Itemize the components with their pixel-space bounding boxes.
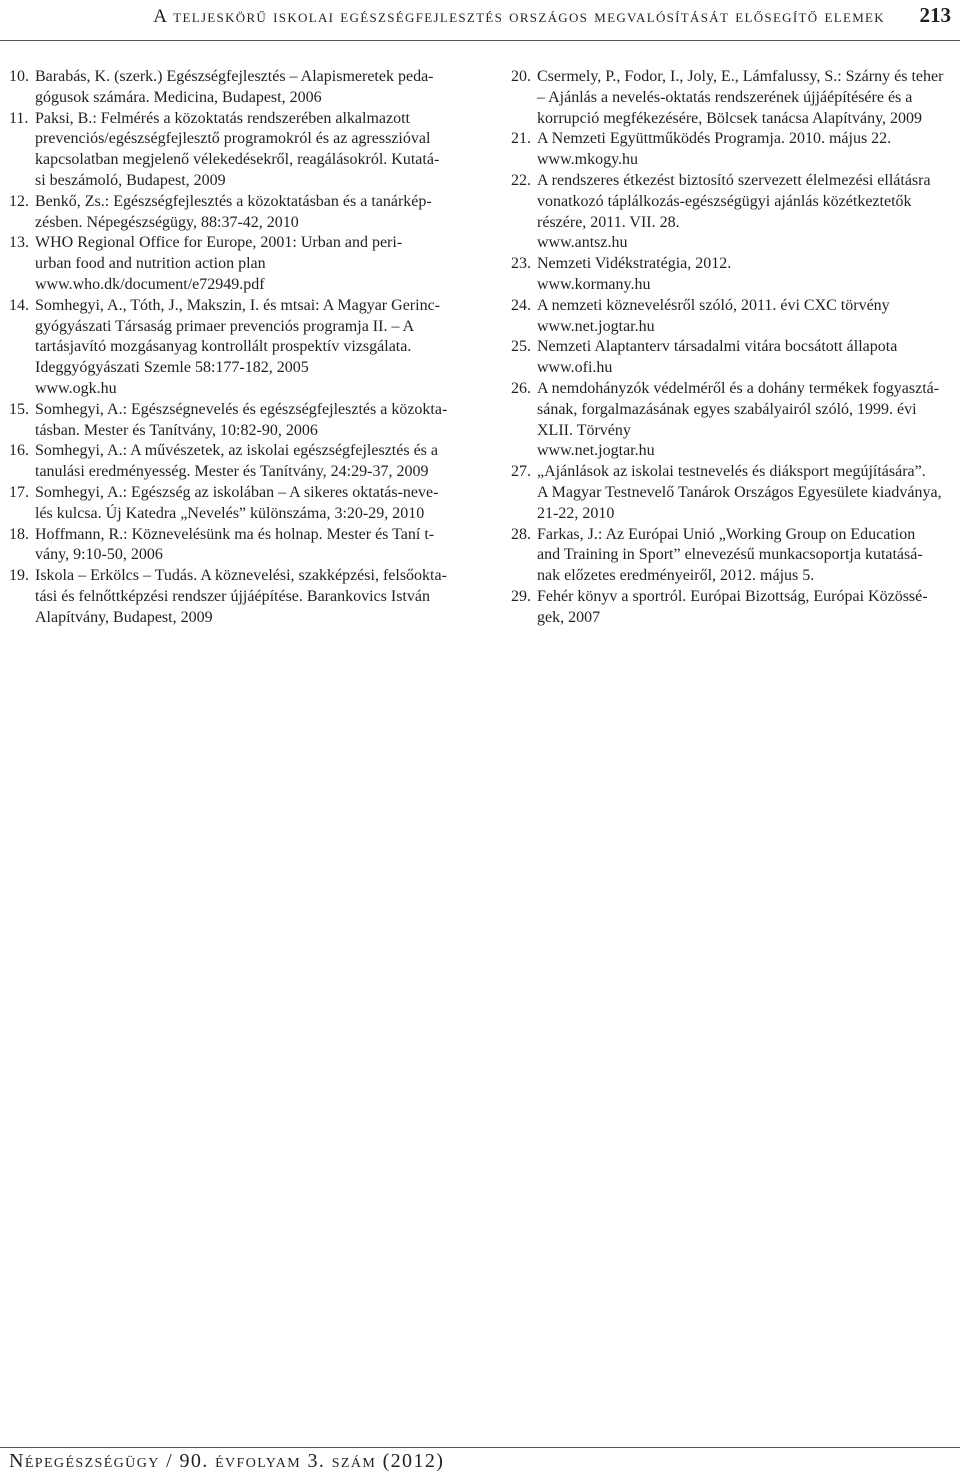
reference-text-line: A rendszeres étkezést biztosító szervezett élelmezési ellátásra xyxy=(537,171,931,189)
reference-text-line: Hoffmann, R.: Köznevelésünk ma és holnap. Mester és Taní t- xyxy=(35,525,435,543)
reference-text-line: Iskola – Erkölcs – Tudás. A köznevelési, szakképzési, felsőokta- xyxy=(35,567,447,585)
reference-text-line: tási és felnőttképzési rendszer újjáépítése. Barankovics István xyxy=(35,587,430,605)
reference-text-line: korrupció megfékezésére, Bölcsek tanácsa Alapítvány, 2009 xyxy=(537,109,923,127)
reference-item xyxy=(9,233,447,295)
reference-text-line: WHO Regional Office for Europe, 2001: Urban and peri- xyxy=(35,234,403,252)
reference-number: 14. xyxy=(9,296,29,314)
reference-text-line: 21-22, 2010 xyxy=(537,504,615,522)
reference-text-line: vány, 9:10-50, 2006 xyxy=(35,546,163,564)
reference-number: 16. xyxy=(9,442,29,460)
reference-text-line: prevenciós/egészségfejlesztő programokról és az agresszióval xyxy=(35,130,431,148)
reference-number: 10. xyxy=(9,68,29,85)
reference-item xyxy=(9,192,447,234)
reference-text-line: részére, 2011. VII. 28. xyxy=(537,213,680,231)
reference-text-line: A nemzeti köznevelésről szóló, 2011. évi CXC törvény xyxy=(537,296,890,314)
reference-text-line: gek, 2007 xyxy=(537,608,601,626)
reference-text-line: Somhegyi, A.: Egészség az iskolában – A sikeres oktatás-neve- xyxy=(35,483,439,501)
reference-text-line: gyógyászati Társaság primaer prevenciós programja II. – A xyxy=(35,317,415,335)
reference-text-line: Nemzeti Alaptanterv társadalmi vitára bocsátott állapota xyxy=(537,338,898,356)
running-header xyxy=(0,0,960,41)
reference-item xyxy=(511,462,951,524)
reference-item xyxy=(9,483,447,525)
reference-number: 28. xyxy=(511,525,531,543)
reference-text-line: kapcsolatban megjelenő vélekedésekről, reagálásokról. Kutatá- xyxy=(35,151,440,169)
reference-text-line: www.net.jogtar.hu xyxy=(537,317,655,335)
reference-text-line: Barabás, K. (szerk.) Egészségfejlesztés – Alapismeretek peda- xyxy=(35,68,434,85)
reference-text-line: A nemdohányzók védelméről és a dohány termékek fogyasztá- xyxy=(537,379,940,397)
references-left-column xyxy=(9,67,447,629)
reference-item xyxy=(9,400,447,442)
reference-number: 24. xyxy=(511,296,531,314)
reference-text-line: vonatkozó táplálkozás-egészségügyi ajánlás közétkeztetők xyxy=(537,192,912,210)
reference-text-line: urban food and nutrition action plan xyxy=(35,255,266,273)
reference-text-line: www.antsz.hu xyxy=(537,234,628,252)
reference-item xyxy=(511,67,951,129)
reference-item xyxy=(511,525,951,587)
reference-item xyxy=(511,129,951,171)
reference-text-line: www.who.dk/document/e72949.pdf xyxy=(35,275,265,293)
reference-item xyxy=(9,67,447,109)
reference-number: 17. xyxy=(9,483,29,501)
reference-item xyxy=(9,441,447,483)
reference-text-line: XLII. Törvény xyxy=(537,421,631,439)
reference-number: 20. xyxy=(511,68,531,85)
reference-number: 26. xyxy=(511,379,531,397)
reference-text-line: www.mkogy.hu xyxy=(537,151,639,169)
reference-text-line: tartásjavító mozgásanyag kontrollált prospektív vizsgálata. xyxy=(35,338,412,356)
running-header-title: A teljeskörű iskolai egészségfejlesztés országos megvalósítását elősegítő elemek xyxy=(153,6,885,27)
reference-text-line: Csermely, P., Fodor, I., Joly, E., Lámfalussy, S.: Szárny és teher xyxy=(537,68,944,85)
reference-text-line: www.kormany.hu xyxy=(537,275,651,293)
reference-number: 18. xyxy=(9,525,29,543)
reference-text-line: www.ofi.hu xyxy=(537,359,613,377)
reference-item xyxy=(9,525,447,567)
reference-text-line: tásban. Mester és Tanítvány, 10:82-90, 2006 xyxy=(35,421,318,439)
reference-text-line: Ideggyógyászati Szemle 58:177-182, 2005 xyxy=(35,359,309,377)
reference-number: 27. xyxy=(511,463,531,481)
reference-number: 21. xyxy=(511,130,531,148)
reference-item xyxy=(511,379,951,462)
reference-text-line: – Ajánlás a nevelés-oktatás rendszerének újjáépítésére és a xyxy=(537,88,913,106)
reference-item xyxy=(511,171,951,254)
reference-text-line: lés kulcsa. Új Katedra „Nevelés” különszáma, 3:20-29, 2010 xyxy=(35,504,425,522)
reference-text-line: gógusok számára. Medicina, Budapest, 2006 xyxy=(35,88,322,106)
reference-text-line: tanulási eredményesség. Mester és Tanítvány, 24:29-37, 2009 xyxy=(35,463,429,481)
reference-number: 12. xyxy=(9,192,29,210)
reference-number: 13. xyxy=(9,234,29,252)
reference-text-line: Farkas, J.: Az Európai Unió „Working Group on Education xyxy=(537,525,916,543)
journal-citation: Népegészségügy / 90. évfolyam 3. szám (2012) xyxy=(9,1450,445,1472)
reference-text-line: Nemzeti Vidékstratégia, 2012. xyxy=(537,255,732,273)
reference-text-line: Benkő, Zs.: Egészségfejlesztés a közoktatásban és a tanárkép- xyxy=(35,192,432,210)
reference-item xyxy=(9,296,447,400)
reference-text-line: A Magyar Testnevelő Tanárok Országos Egyesülete kiadványa, xyxy=(537,483,942,501)
reference-item xyxy=(511,337,951,379)
reference-text-line: Somhegyi, A., Tóth, J., Makszin, I. és mtsai: A Magyar Gerinc- xyxy=(35,296,440,314)
reference-text-line: Paksi, B.: Felmérés a közoktatás rendszerében alkalmazott xyxy=(35,109,410,127)
reference-item xyxy=(511,296,951,338)
reference-text-line: si beszámoló, Budapest, 2009 xyxy=(35,171,226,189)
references-right-column xyxy=(511,67,951,629)
reference-number: 25. xyxy=(511,338,531,356)
reference-text-line: www.net.jogtar.hu xyxy=(537,442,655,460)
reference-text-line: sának, forgalmazásának egyes szabályairól szóló, 1999. évi xyxy=(537,400,917,418)
reference-text-line: Fehér könyv a sportról. Európai Bizottság, Európai Közössé- xyxy=(537,587,928,605)
reference-text-line: nak előzetes eredményeiről, 2012. május 5. xyxy=(537,567,815,585)
reference-text-line: www.ogk.hu xyxy=(35,379,117,397)
reference-text-line: Alapítvány, Budapest, 2009 xyxy=(35,608,213,626)
reference-text-line: zésben. Népegészségügy, 88:37-42, 2010 xyxy=(35,213,299,231)
reference-item xyxy=(9,566,447,628)
reference-number: 15. xyxy=(9,400,29,418)
reference-number: 19. xyxy=(9,567,29,585)
page-number: 213 xyxy=(919,3,951,27)
reference-text-line: and Training in Sport” elnevezésű munkacsoportja kutatásá- xyxy=(537,546,923,564)
reference-text-line: A Nemzeti Együttműködés Programja. 2010. május 22. xyxy=(537,130,892,148)
reference-number: 11. xyxy=(9,109,29,127)
reference-text-line: Somhegyi, A.: A művészetek, az iskolai egészségfejlesztés és a xyxy=(35,442,438,460)
reference-text-line: Somhegyi, A.: Egészségnevelés és egészségfejlesztés a közokta- xyxy=(35,400,448,418)
reference-item xyxy=(9,109,447,192)
reference-item xyxy=(511,254,951,296)
reference-number: 22. xyxy=(511,171,531,189)
reference-number: 23. xyxy=(511,255,531,273)
page-footer xyxy=(0,1447,960,1482)
reference-number: 29. xyxy=(511,587,531,605)
reference-text-line: „Ajánlások az iskolai testnevelés és diáksport megújítására”. xyxy=(537,463,926,481)
reference-item xyxy=(511,587,951,629)
